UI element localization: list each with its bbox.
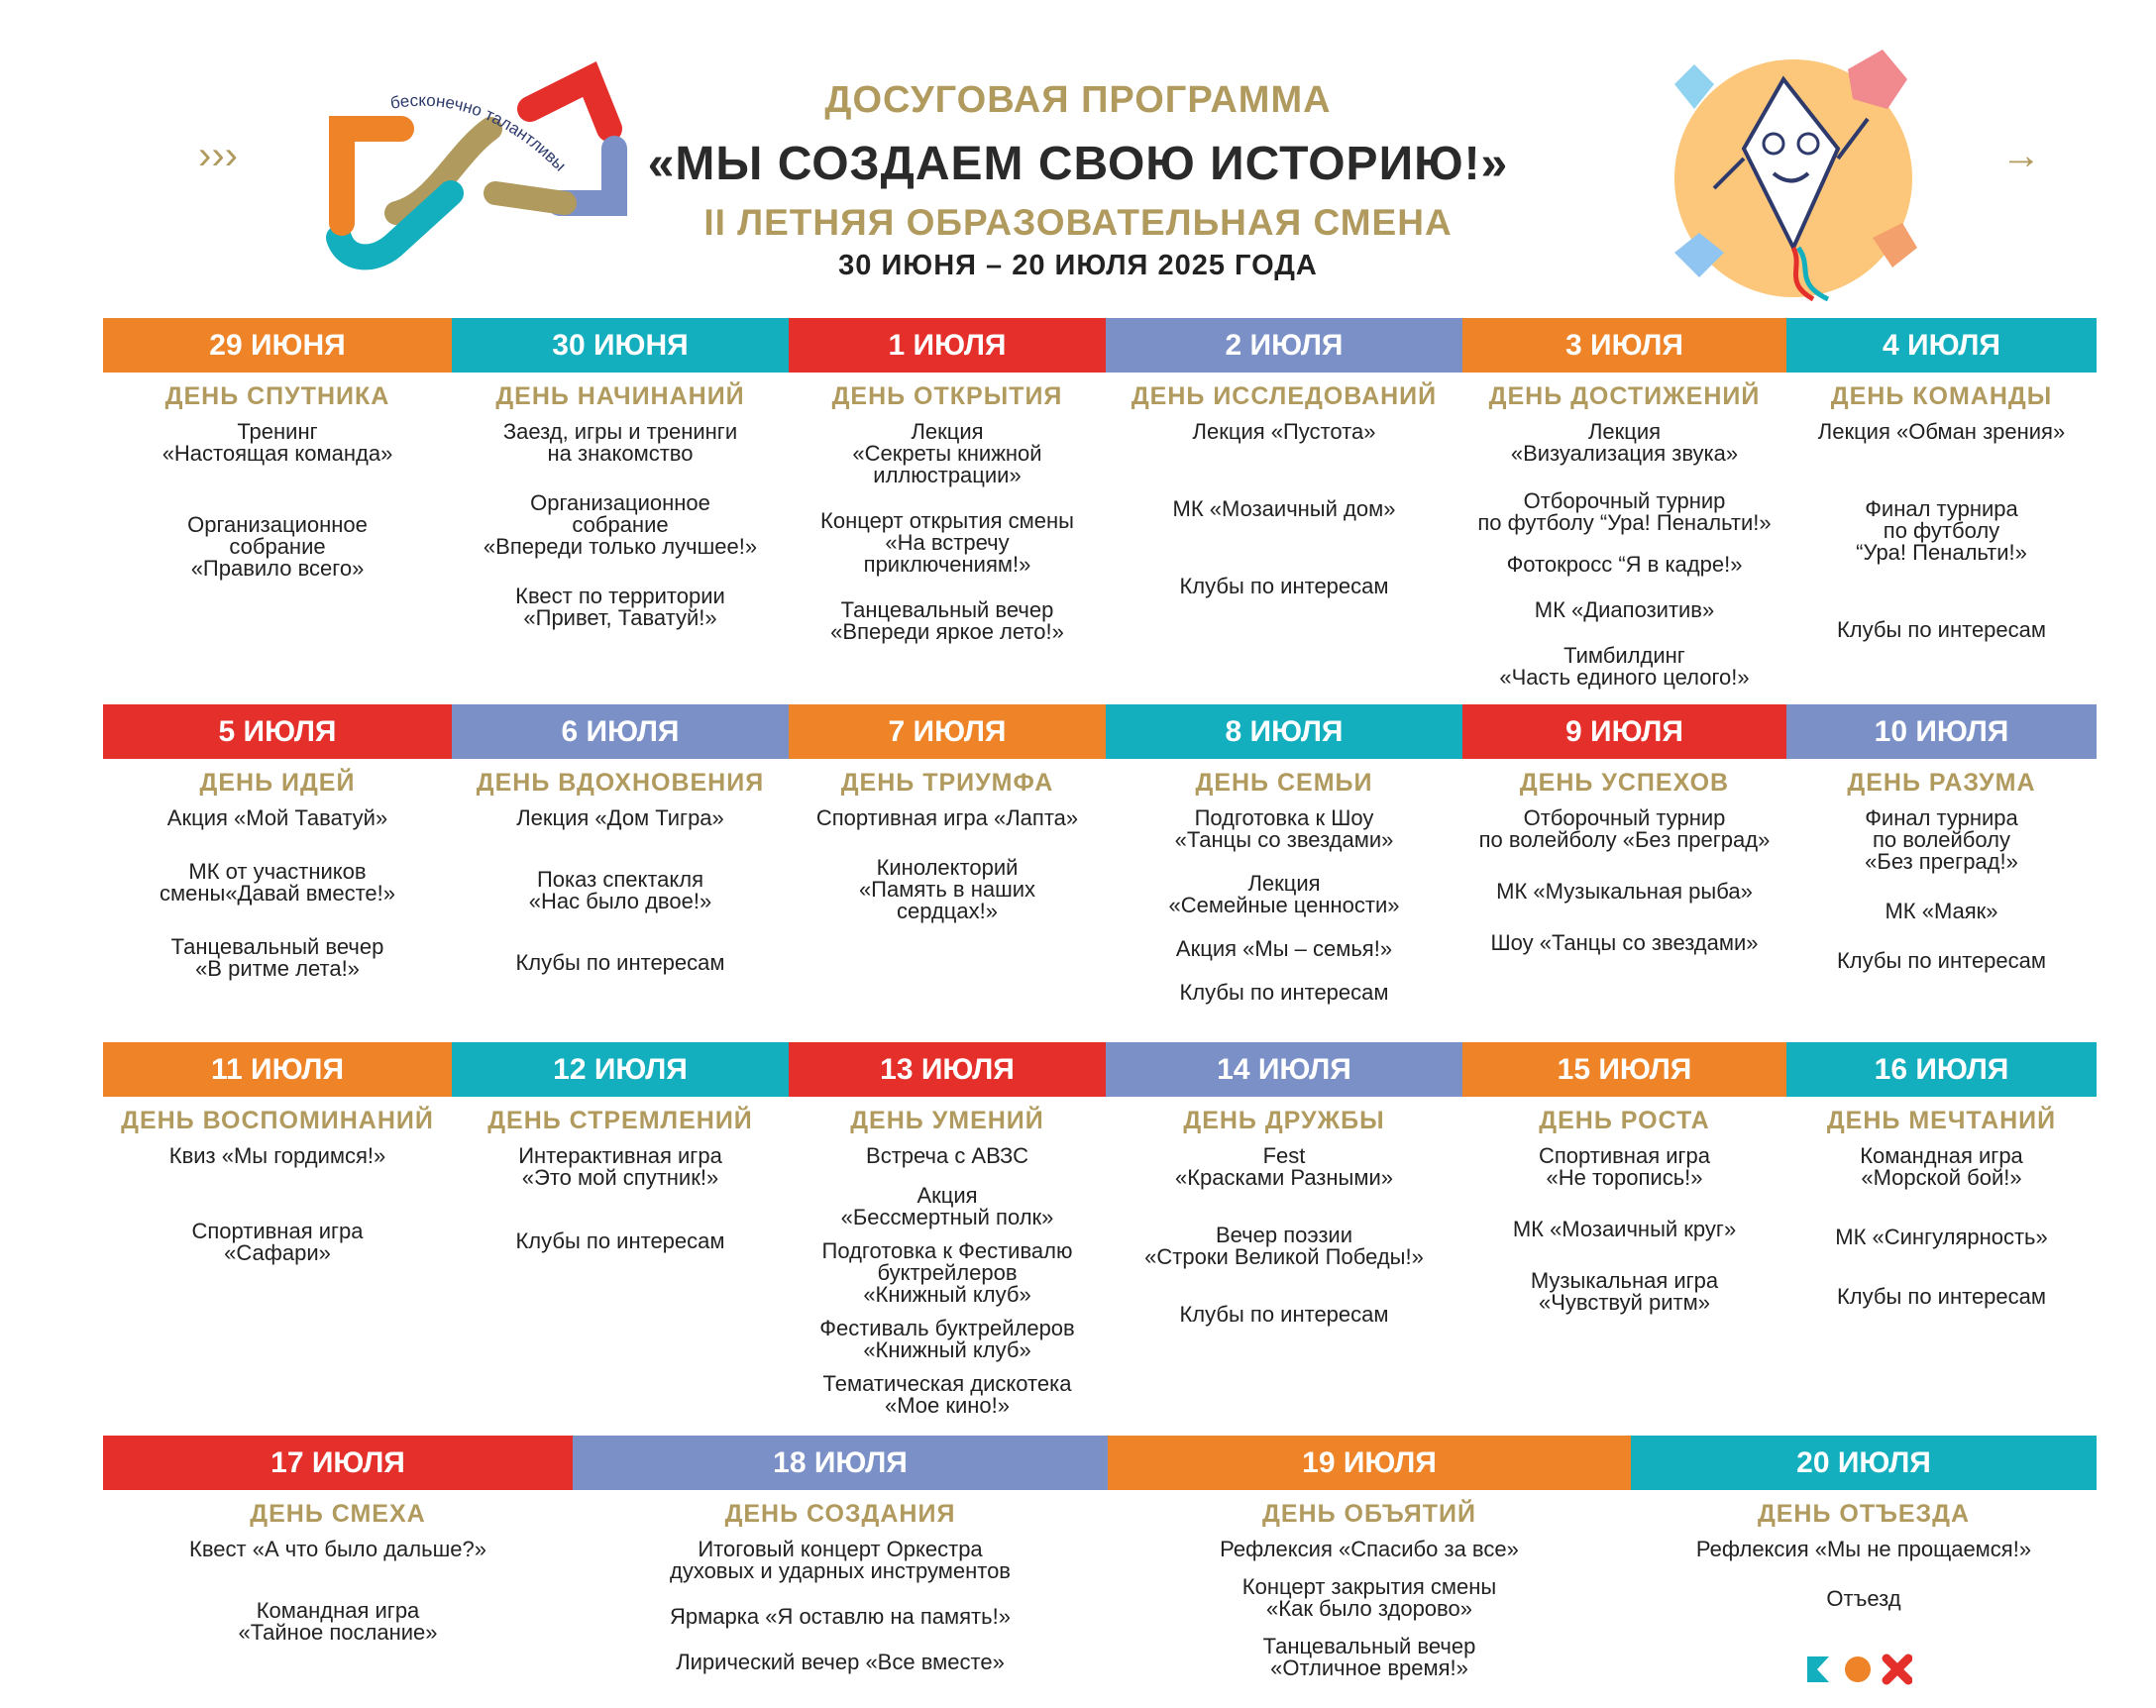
event-item: Подготовка к Шоу «Танцы со звездами» xyxy=(1174,805,1394,852)
day-column xyxy=(573,1490,1108,1673)
date-header: 30 ИЮНЯ xyxy=(452,318,789,373)
day-column xyxy=(103,373,452,580)
event-item: Интерактивная игра «Это мой спутник!» xyxy=(518,1143,722,1190)
day-column xyxy=(1108,1490,1631,1679)
day-theme: ДЕНЬ МЕЧТАНИЙ xyxy=(1826,1107,2057,1134)
date-header: 8 ИЮЛЯ xyxy=(1106,704,1462,759)
event-item: Фотокросс “Я в кадре!» xyxy=(1506,552,1743,577)
day-column xyxy=(789,759,1106,922)
event-item: Танцевальный вечер «В ритме лета!» xyxy=(170,934,384,981)
day-theme: ДЕНЬ ОБЪЯТИЙ xyxy=(1262,1500,1476,1528)
event-item: Танцевальный вечер «Впереди яркое лето!» xyxy=(830,597,1064,644)
event-item: Финал турнира по футболу “Ура! Пенальти!» xyxy=(1856,496,2027,565)
schedule-row-1 xyxy=(103,318,2097,694)
event-item: МК «Мозаичный дом» xyxy=(1172,496,1396,521)
day-column xyxy=(789,1097,1106,1417)
event-item: МК «Диапозитив» xyxy=(1534,597,1715,622)
date-header: 15 ИЮЛЯ xyxy=(1462,1042,1786,1097)
date-header: 4 ИЮЛЯ xyxy=(1786,318,2097,373)
event-item: Отборочный турнир по волейболу «Без преград» xyxy=(1478,805,1771,852)
day-theme: ДЕНЬ ВДОХНОВЕНИЯ xyxy=(476,769,765,797)
day-theme: ДЕНЬ ОТЪЕЗДА xyxy=(1757,1500,1971,1528)
event-item: Акция «Мой Таватуй» xyxy=(166,805,388,830)
day-theme: ДЕНЬ РОСТА xyxy=(1539,1107,1710,1134)
day-column xyxy=(452,759,789,974)
event-item: Ярмарка «Я оставлю на память!» xyxy=(670,1604,1011,1629)
date-header: 5 ИЮЛЯ xyxy=(103,704,452,759)
date-header: 2 ИЮЛЯ xyxy=(1106,318,1462,373)
logo-text: бесконечно талантливы xyxy=(388,90,571,175)
session-dates: 30 ИЮНЯ – 20 ИЮЛЯ 2025 ГОДА xyxy=(838,250,1318,281)
day-theme: ДЕНЬ СТРЕМЛЕНИЙ xyxy=(487,1107,753,1134)
event-item: Отъезд xyxy=(1826,1586,1901,1611)
day-column xyxy=(1786,373,2097,641)
event-item: Лирический вечер «Все вместе» xyxy=(676,1650,1005,1674)
event-item: Рефлексия «Мы не прощаемся!» xyxy=(1695,1537,2032,1561)
day-theme: ДЕНЬ СЕМЬИ xyxy=(1195,769,1373,797)
event-item: Тематическая дискотека «Мое кино!» xyxy=(822,1371,1072,1418)
kite-mascot-icon xyxy=(1645,40,1952,307)
event-item: Клубы по интересам xyxy=(1179,980,1389,1005)
day-column xyxy=(1631,1490,2097,1610)
day-column xyxy=(452,373,789,629)
brand-shapes-icon xyxy=(1803,1653,1912,1686)
event-item: Подготовка к Фестивалю буктрейлеров «Книжный клуб» xyxy=(821,1238,1073,1307)
event-item: Показ спектакля «Нас было двое!» xyxy=(528,867,712,913)
event-item: Акция «Мы – семья!» xyxy=(1175,936,1393,961)
day-theme: ДЕНЬ ДОСТИЖЕНИЙ xyxy=(1488,382,1761,410)
day-column xyxy=(103,759,452,980)
day-theme: ДЕНЬ ДРУЖБЫ xyxy=(1183,1107,1385,1134)
day-column xyxy=(103,1490,573,1644)
schedule-row-4 xyxy=(103,1436,2097,1693)
event-item: Командная игра «Морской бой!» xyxy=(1860,1143,2023,1190)
date-header: 17 ИЮЛЯ xyxy=(103,1436,573,1490)
day-theme: ДЕНЬ УСПЕХОВ xyxy=(1519,769,1730,797)
event-item: Спортивная игра «Сафари» xyxy=(191,1219,364,1265)
event-item: Рефлексия «Спасибо за все» xyxy=(1220,1537,1519,1561)
event-item: Лекция «Дом Тигра» xyxy=(516,805,724,830)
event-item: Отборочный турнир по футболу “Ура! Пенальти!» xyxy=(1477,488,1772,535)
date-header: 3 ИЮЛЯ xyxy=(1462,318,1786,373)
day-column xyxy=(103,1097,452,1264)
day-column xyxy=(1106,1097,1462,1326)
day-theme: ДЕНЬ КОМАНДЫ xyxy=(1830,382,2053,410)
program-title: «МЫ СОЗДАЕМ СВОЮ ИСТОРИЮ!» xyxy=(647,138,1509,190)
date-header: 16 ИЮЛЯ xyxy=(1786,1042,2097,1097)
event-item: МК «Мозаичный круг» xyxy=(1512,1217,1737,1241)
event-item: Вечер поэзии «Строки Великой Победы!» xyxy=(1144,1223,1424,1269)
date-header: 12 ИЮЛЯ xyxy=(452,1042,789,1097)
event-item: Командная игра «Тайное послание» xyxy=(238,1598,438,1645)
day-theme: ДЕНЬ ИССЛЕДОВАНИЙ xyxy=(1131,382,1438,410)
date-header: 18 ИЮЛЯ xyxy=(573,1436,1108,1490)
event-item: МК «Сингулярность» xyxy=(1835,1225,2048,1249)
event-item: Спортивная игра «Лапта» xyxy=(815,805,1079,830)
day-theme: ДЕНЬ ТРИУМФА xyxy=(840,769,1054,797)
day-theme: ДЕНЬ ВОСПОМИНАНИЙ xyxy=(121,1107,434,1134)
event-item: Заезд, игры и тренинги на знакомство xyxy=(502,419,738,466)
date-header: 6 ИЮЛЯ xyxy=(452,704,789,759)
event-item: Танцевальный вечер «Отличное время!» xyxy=(1262,1634,1476,1680)
program-subtitle: ДОСУГОВАЯ ПРОГРАММА xyxy=(824,79,1332,121)
event-item: Акция «Бессмертный полк» xyxy=(840,1183,1054,1229)
date-header: 13 ИЮЛЯ xyxy=(789,1042,1106,1097)
event-item: Клубы по интересам xyxy=(515,950,725,975)
date-header: 29 ИЮНЯ xyxy=(103,318,452,373)
triple-chevron-icon: ››› xyxy=(198,134,238,177)
event-item: Организационное собрание «Впереди только лучшее!» xyxy=(483,490,758,559)
event-item: Тренинг «Настоящая команда» xyxy=(162,419,393,466)
event-item: Квест «А что было дальше?» xyxy=(189,1537,486,1561)
event-item: Лекция «Визуализация звука» xyxy=(1510,419,1739,466)
event-item: Шоу «Танцы со звездами» xyxy=(1490,930,1759,955)
event-item: Лекция «Обман зрения» xyxy=(1817,419,2066,444)
event-item: Музыкальная игра «Чувствуй ритм» xyxy=(1530,1268,1719,1315)
infinity-logo xyxy=(317,54,634,282)
schedule-row-3 xyxy=(103,1042,2097,1419)
event-item: Лекция «Семейные ценности» xyxy=(1168,871,1400,917)
day-column xyxy=(1106,373,1462,597)
event-item: Кинолекторий «Память в наших сердцах!» xyxy=(858,855,1036,923)
day-theme: ДЕНЬ ИДЕЙ xyxy=(199,769,356,797)
event-item: Клубы по интересам xyxy=(1836,948,2047,973)
event-item: Клубы по интересам xyxy=(1179,574,1389,598)
event-item: Финал турнира по волейболу «Без преград!» xyxy=(1865,805,2018,874)
day-theme: ДЕНЬ СОЗДАНИЯ xyxy=(724,1500,956,1528)
schedule-row-2 xyxy=(103,704,2097,1031)
date-header: 11 ИЮЛЯ xyxy=(103,1042,452,1097)
day-column xyxy=(1786,759,2097,972)
event-item: МК «Музыкальная рыба» xyxy=(1496,879,1753,904)
date-header: 10 ИЮЛЯ xyxy=(1786,704,2097,759)
session-title: II ЛЕТНЯЯ ОБРАЗОВАТЕЛЬНАЯ СМЕНА xyxy=(703,202,1453,243)
day-theme: ДЕНЬ СМЕХА xyxy=(250,1500,426,1528)
event-item: Fest «Красками Разными» xyxy=(1174,1143,1394,1190)
day-theme: ДЕНЬ РАЗУМА xyxy=(1847,769,2036,797)
date-header: 7 ИЮЛЯ xyxy=(789,704,1106,759)
event-item: Клубы по интересам xyxy=(1836,617,2047,642)
event-item: Квест по территории «Привет, Таватуй!» xyxy=(515,584,725,630)
event-item: Встреча с АВЗС xyxy=(866,1143,1028,1168)
event-item: Лекция «Пустота» xyxy=(1192,419,1376,444)
event-item: МК от участников смены«Давай вместе!» xyxy=(160,859,395,906)
date-header: 19 ИЮЛЯ xyxy=(1108,1436,1631,1490)
day-column xyxy=(1106,759,1462,1004)
event-item: Лекция «Секреты книжной иллюстрации» xyxy=(852,419,1042,487)
day-theme: ДЕНЬ ОТКРЫТИЯ xyxy=(831,382,1063,410)
day-theme: ДЕНЬ НАЧИНАНИЙ xyxy=(495,382,745,410)
day-column xyxy=(1462,759,1786,954)
day-theme: ДЕНЬ УМЕНИЙ xyxy=(850,1107,1044,1134)
day-column xyxy=(1462,1097,1786,1314)
day-column xyxy=(789,373,1106,643)
date-header: 1 ИЮЛЯ xyxy=(789,318,1106,373)
event-item: Организационное собрание «Правило всего» xyxy=(187,512,368,581)
event-item: Клубы по интересам xyxy=(515,1228,725,1253)
event-item: Концерт закрытия смены «Как было здорово» xyxy=(1241,1574,1497,1621)
event-item: Концерт открытия смены «На встречу приключениям!» xyxy=(820,508,1074,577)
event-item: Фестиваль буктрейлеров «Книжный клуб» xyxy=(819,1316,1075,1362)
event-item: Клубы по интересам xyxy=(1179,1302,1389,1327)
day-column xyxy=(1786,1097,2097,1308)
event-item: Квиз «Мы гордимся!» xyxy=(168,1143,386,1168)
day-theme: ДЕНЬ СПУТНИКА xyxy=(164,382,390,410)
day-column xyxy=(452,1097,789,1252)
event-item: Спортивная игра «Не торопись!» xyxy=(1538,1143,1711,1190)
event-item: Итоговый концерт Оркестра духовых и ударных инструментов xyxy=(669,1537,1011,1583)
event-item: Клубы по интересам xyxy=(1836,1284,2047,1309)
event-item: МК «Маяк» xyxy=(1885,899,1998,923)
date-header: 14 ИЮЛЯ xyxy=(1106,1042,1462,1097)
date-header: 9 ИЮЛЯ xyxy=(1462,704,1786,759)
arrow-right-icon: → xyxy=(2001,134,2041,177)
date-header: 20 ИЮЛЯ xyxy=(1631,1436,2097,1490)
event-item: Тимбилдинг «Часть единого целого!» xyxy=(1499,643,1750,690)
day-column xyxy=(1462,373,1786,689)
